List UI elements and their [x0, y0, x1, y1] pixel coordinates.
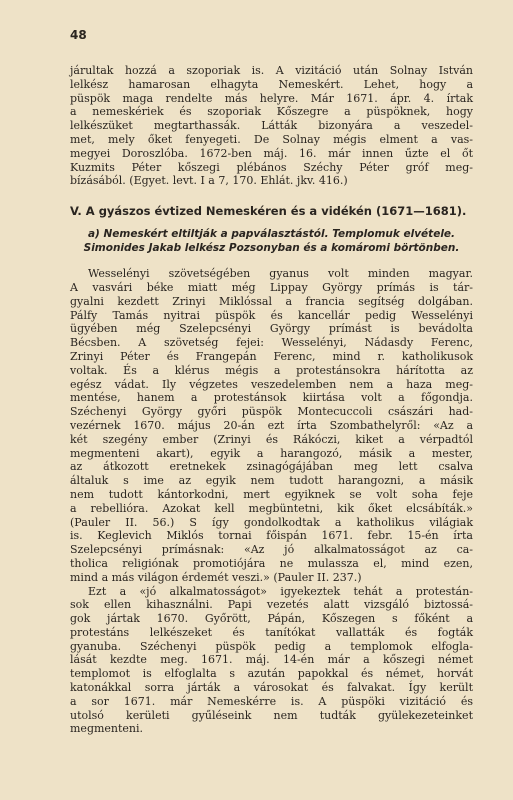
subheading	[70, 228, 473, 255]
text-line: általuk s ime az egyik nem tudott harangozni, a másik	[70, 474, 473, 488]
text-line: bízásából. (Egyet. levt. I a 7, 170. Ehlát. jkv. 416.)	[70, 174, 348, 188]
text-line: lását kezdte meg. 1671. máj. 14-én már a kőszegi német	[70, 653, 473, 667]
text-line: Pálfy Tamás nyitrai püspök és kancellár pedig Wesselényi	[70, 308, 473, 322]
text-line: is. Keglevich Miklós tornai főispán 1671. febr. 15-én írta	[70, 529, 473, 543]
text-line: megmenteni.	[70, 722, 144, 736]
text-line: Ezt a «jó alkalmatosságot» igyekeztek tehát a protestán-	[88, 584, 473, 598]
text-line: püspök maga rendelte más helyre. Már 1671. ápr. 4. írtak	[70, 91, 473, 105]
text-line: az átkozott eretnekek zsinagógájában meg lett csalva	[70, 460, 473, 474]
text-line: A vasvári béke miatt még Lippay György prímás is tár-	[70, 280, 473, 294]
text-line: tholica religiónak promotiójára ne mulassza el, mind ezen,	[70, 556, 473, 570]
text-line: gyanuba. Széchenyi püspök pedig a templomok elfogla-	[70, 639, 473, 653]
text-line: voltak. És a klérus mégis a protestánsokra hárította az	[70, 363, 473, 377]
text-line: templomot is elfoglalta s azután papokkal és német, horvát	[70, 667, 473, 681]
text-line: Wesselényi szövetségében gyanus volt minden magyar.	[88, 267, 473, 281]
text-line: gok jártak 1670. Győrött, Pápán, Kőszegen s főként a	[70, 612, 473, 626]
text-line: mentése, hanem a protestánsok kiirtása volt a főgondja.	[70, 391, 473, 405]
text-line: járultak hozzá a szoporiak is. A vizitáció után Solnay István	[70, 64, 473, 77]
text-line: sok ellen kihasználni. Papi vezetés alatt vizsgáló biztossá-	[70, 598, 473, 612]
text-line: a sor 1671. már Nemeskérre is. A püspöki vizitáció és	[70, 694, 473, 708]
text-line: vezérnek 1670. május 20-án ezt írta Szombathelyről: «Az a	[70, 418, 473, 432]
text-line: lelkészüket megtarthassák. Látták bizonyára a veszedel-	[70, 119, 473, 133]
subheading-line: Simonides Jakab lelkész Pozsonyban és a komáromi börtönben.	[83, 241, 460, 254]
text-line: Zrinyi Péter és Frangepán Ferenc, mind r. katholikusok	[70, 349, 473, 363]
paragraph-3	[70, 585, 473, 737]
text-line: a rebellióra. Azokat kell megbüntetni, kik őket elcsábíták.»	[70, 501, 473, 515]
page-number: 48	[70, 28, 87, 42]
text-line: gyalni kezdett Zrinyi Miklóssal a francia segítség dolgában.	[70, 294, 473, 308]
text-line: utolsó kerületi gyűléseink nem tudták gyülekezeteinket	[70, 708, 473, 722]
text-line: met, mely őket fenyegeti. De Solnay mégis elment a vas-	[70, 132, 473, 146]
text-line: Kuzmits Péter kőszegi plébános Széchy Péter gróf meg-	[70, 160, 473, 174]
text-line: katonákkal sorra járták a városokat és falvakat. Így került	[70, 681, 473, 695]
subheading-line: a) Nemeskért eltiltják a papválasztástól. Templomuk elvétele.	[87, 228, 456, 241]
text-line: mind a más világon érdemét veszi.» (Pauler II. 237.)	[70, 570, 362, 584]
text-line: Széchenyi György győri püspök Montecuccoli császári had-	[70, 405, 473, 419]
text-line: (Pauler II. 56.) S így gondolkodtak a katholikus világiak	[70, 515, 473, 529]
text-line: megmenteni akart), egyik a harangozó, másik a mester,	[70, 446, 473, 460]
text-line: Szelepcsényi prímásnak: «Az jó alkalmatosságot az ca-	[70, 543, 473, 557]
paragraph-1	[70, 64, 473, 188]
text-line: két szegény ember (Zrinyi és Rákóczi, kiket a vérpadtól	[70, 432, 473, 446]
paragraph-2	[70, 267, 473, 584]
text-line: lelkész hamarosan elhagyta Nemeskért. Lehet, hogy a	[70, 77, 473, 91]
text-line: egész vádat. Ily végzetes veszedelemben nem a haza meg-	[70, 377, 473, 391]
text-line: a nemeskériek és szoporiak Kőszegre a püspöknek, hogy	[70, 105, 473, 119]
text-line: Bécsben. A szövetség fejei: Wesselényi, Nádasdy Ferenc,	[70, 336, 473, 350]
text-line: protestáns lelkészeket és tanítókat vallatták és fogták	[70, 625, 473, 639]
text-line: ügyében még Szelepcsényi György prímást is bevádolta	[70, 322, 473, 336]
text-line: nem tudott kántorkodni, mert egyiknek se volt soha feje	[70, 487, 473, 501]
section-heading: V. A gyászos évtized Nemeskéren és a vidékén (1671—1681).	[70, 204, 467, 219]
text-line: megyei Doroszlóba. 1672-ben máj. 16. már innen űzte el őt	[70, 146, 473, 160]
